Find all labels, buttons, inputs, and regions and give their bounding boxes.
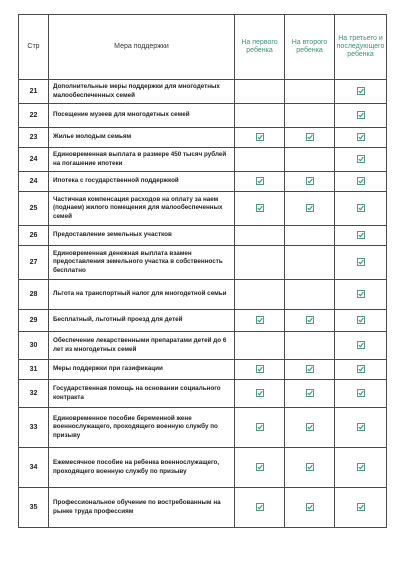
third-child-cell xyxy=(335,310,387,332)
third-child-cell xyxy=(335,128,387,148)
measure-text: Профессиональное обучение по востребованным на рынке труда профессиям xyxy=(49,488,235,528)
checkbox-checked-icon xyxy=(306,204,314,212)
checkbox-checked-icon xyxy=(357,503,365,511)
checkbox-checked-icon xyxy=(306,503,314,511)
row-number: 28 xyxy=(19,280,49,310)
first-child-cell xyxy=(235,128,285,148)
checkbox-checked-icon xyxy=(357,423,365,431)
table-row xyxy=(19,192,387,226)
checkbox-checked-icon xyxy=(357,341,365,349)
checkbox-checked-icon xyxy=(306,463,314,471)
second-child-cell xyxy=(285,104,335,128)
third-child-cell xyxy=(335,380,387,408)
third-child-cell xyxy=(335,280,387,310)
table-row xyxy=(19,488,387,528)
support-measures-sheet xyxy=(18,14,386,528)
checkbox-checked-icon xyxy=(256,463,264,471)
table-row xyxy=(19,226,387,246)
header-first-child: На первого ребенка xyxy=(235,15,285,80)
header-second-child: На второго ребенка xyxy=(285,15,335,80)
third-child-cell xyxy=(335,408,387,448)
third-child-cell xyxy=(335,332,387,360)
measure-text: Государственная помощь на основании социального контракта xyxy=(49,380,235,408)
row-number: 27 xyxy=(19,246,49,280)
row-number: 23 xyxy=(19,128,49,148)
first-child-cell xyxy=(235,310,285,332)
measure-text: Льгота на транспортный налог для многодетной семьи xyxy=(49,280,235,310)
checkbox-checked-icon xyxy=(306,316,314,324)
checkbox-checked-icon xyxy=(357,365,365,373)
checkbox-checked-icon xyxy=(256,177,264,185)
header-number: Стр xyxy=(19,15,49,80)
table-row xyxy=(19,280,387,310)
row-number: 30 xyxy=(19,332,49,360)
first-child-cell xyxy=(235,332,285,360)
row-number: 21 xyxy=(19,80,49,104)
table-row xyxy=(19,104,387,128)
checkbox-checked-icon xyxy=(357,316,365,324)
second-child-cell xyxy=(285,172,335,192)
row-number: 22 xyxy=(19,104,49,128)
measure-text: Частичная компенсация расходов на оплату за наем (поднаем) жилого помещения для малообеспеченных семей xyxy=(49,192,235,226)
table-row xyxy=(19,80,387,104)
first-child-cell xyxy=(235,488,285,528)
table-row xyxy=(19,380,387,408)
second-child-cell xyxy=(285,246,335,280)
checkbox-checked-icon xyxy=(256,204,264,212)
row-number: 33 xyxy=(19,408,49,448)
row-number: 34 xyxy=(19,448,49,488)
checkbox-checked-icon xyxy=(256,365,264,373)
first-child-cell xyxy=(235,360,285,380)
header-measure: Мера поддержки xyxy=(49,15,235,80)
row-number: 35 xyxy=(19,488,49,528)
second-child-cell xyxy=(285,360,335,380)
checkbox-checked-icon xyxy=(256,133,264,141)
first-child-cell xyxy=(235,226,285,246)
support-measures-table xyxy=(18,14,387,528)
measure-text: Ипотека с государственной поддержкой xyxy=(49,172,235,192)
first-child-cell xyxy=(235,246,285,280)
row-number: 24 xyxy=(19,172,49,192)
checkbox-checked-icon xyxy=(357,155,365,163)
first-child-cell xyxy=(235,408,285,448)
measure-text: Жилье молодым семьям xyxy=(49,128,235,148)
second-child-cell xyxy=(285,280,335,310)
table-body xyxy=(19,80,387,528)
first-child-cell xyxy=(235,448,285,488)
third-child-cell xyxy=(335,488,387,528)
first-child-cell xyxy=(235,380,285,408)
checkbox-checked-icon xyxy=(357,258,365,266)
third-child-cell xyxy=(335,80,387,104)
table-row xyxy=(19,128,387,148)
checkbox-checked-icon xyxy=(256,503,264,511)
checkbox-checked-icon xyxy=(357,204,365,212)
checkbox-checked-icon xyxy=(256,423,264,431)
checkbox-checked-icon xyxy=(357,87,365,95)
checkbox-checked-icon xyxy=(256,389,264,397)
measure-text: Предоставление земельных участков xyxy=(49,226,235,246)
row-number: 29 xyxy=(19,310,49,332)
third-child-cell xyxy=(335,226,387,246)
second-child-cell xyxy=(285,380,335,408)
measure-text: Бесплатный, льготный проезд для детей xyxy=(49,310,235,332)
row-number: 31 xyxy=(19,360,49,380)
measure-text: Единовременная выплата в размере 450 тысяч рублей на погашение ипотеки xyxy=(49,148,235,172)
checkbox-checked-icon xyxy=(306,423,314,431)
first-child-cell xyxy=(235,192,285,226)
measure-text: Ежемесячное пособие на ребенка военнослужащего, проходящего военную службу по призыву xyxy=(49,448,235,488)
checkbox-checked-icon xyxy=(306,365,314,373)
checkbox-checked-icon xyxy=(357,389,365,397)
checkbox-checked-icon xyxy=(357,133,365,141)
table-row xyxy=(19,360,387,380)
third-child-cell xyxy=(335,192,387,226)
table-row xyxy=(19,172,387,192)
checkbox-checked-icon xyxy=(357,290,365,298)
third-child-cell xyxy=(335,360,387,380)
checkbox-checked-icon xyxy=(357,463,365,471)
first-child-cell xyxy=(235,104,285,128)
second-child-cell xyxy=(285,408,335,448)
first-child-cell xyxy=(235,80,285,104)
header-third-child: На третьего и последующего ребенка xyxy=(335,15,387,80)
table-row xyxy=(19,310,387,332)
table-header-row xyxy=(19,15,387,80)
checkbox-checked-icon xyxy=(357,111,365,119)
third-child-cell xyxy=(335,246,387,280)
first-child-cell xyxy=(235,172,285,192)
measure-text: Единовременное пособие беременной жене военнослужащего, проходящего военную службу по призыву xyxy=(49,408,235,448)
table-row xyxy=(19,246,387,280)
measure-text: Посещение музеев для многодетных семей xyxy=(49,104,235,128)
checkbox-checked-icon xyxy=(256,316,264,324)
second-child-cell xyxy=(285,80,335,104)
table-row xyxy=(19,448,387,488)
checkbox-checked-icon xyxy=(306,177,314,185)
row-number: 32 xyxy=(19,380,49,408)
row-number: 25 xyxy=(19,192,49,226)
measure-text: Обеспечение лекарственными препаратами детей до 6 лет из многодетных семей xyxy=(49,332,235,360)
measure-text: Дополнительные меры поддержки для многодетных малообеспеченных семей xyxy=(49,80,235,104)
second-child-cell xyxy=(285,448,335,488)
second-child-cell xyxy=(285,226,335,246)
second-child-cell xyxy=(285,192,335,226)
second-child-cell xyxy=(285,488,335,528)
third-child-cell xyxy=(335,172,387,192)
checkbox-checked-icon xyxy=(306,389,314,397)
second-child-cell xyxy=(285,148,335,172)
checkbox-checked-icon xyxy=(357,177,365,185)
row-number: 26 xyxy=(19,226,49,246)
third-child-cell xyxy=(335,104,387,128)
checkbox-checked-icon xyxy=(306,133,314,141)
third-child-cell xyxy=(335,148,387,172)
table-row xyxy=(19,148,387,172)
measure-text: Единовременная денежная выплата взамен предоставления земельного участка в собственность бесплатно xyxy=(49,246,235,280)
row-number: 24 xyxy=(19,148,49,172)
third-child-cell xyxy=(335,448,387,488)
second-child-cell xyxy=(285,332,335,360)
second-child-cell xyxy=(285,128,335,148)
second-child-cell xyxy=(285,310,335,332)
first-child-cell xyxy=(235,280,285,310)
table-row xyxy=(19,332,387,360)
table-row xyxy=(19,408,387,448)
checkbox-checked-icon xyxy=(357,231,365,239)
first-child-cell xyxy=(235,148,285,172)
measure-text: Меры поддержки при газификации xyxy=(49,360,235,380)
